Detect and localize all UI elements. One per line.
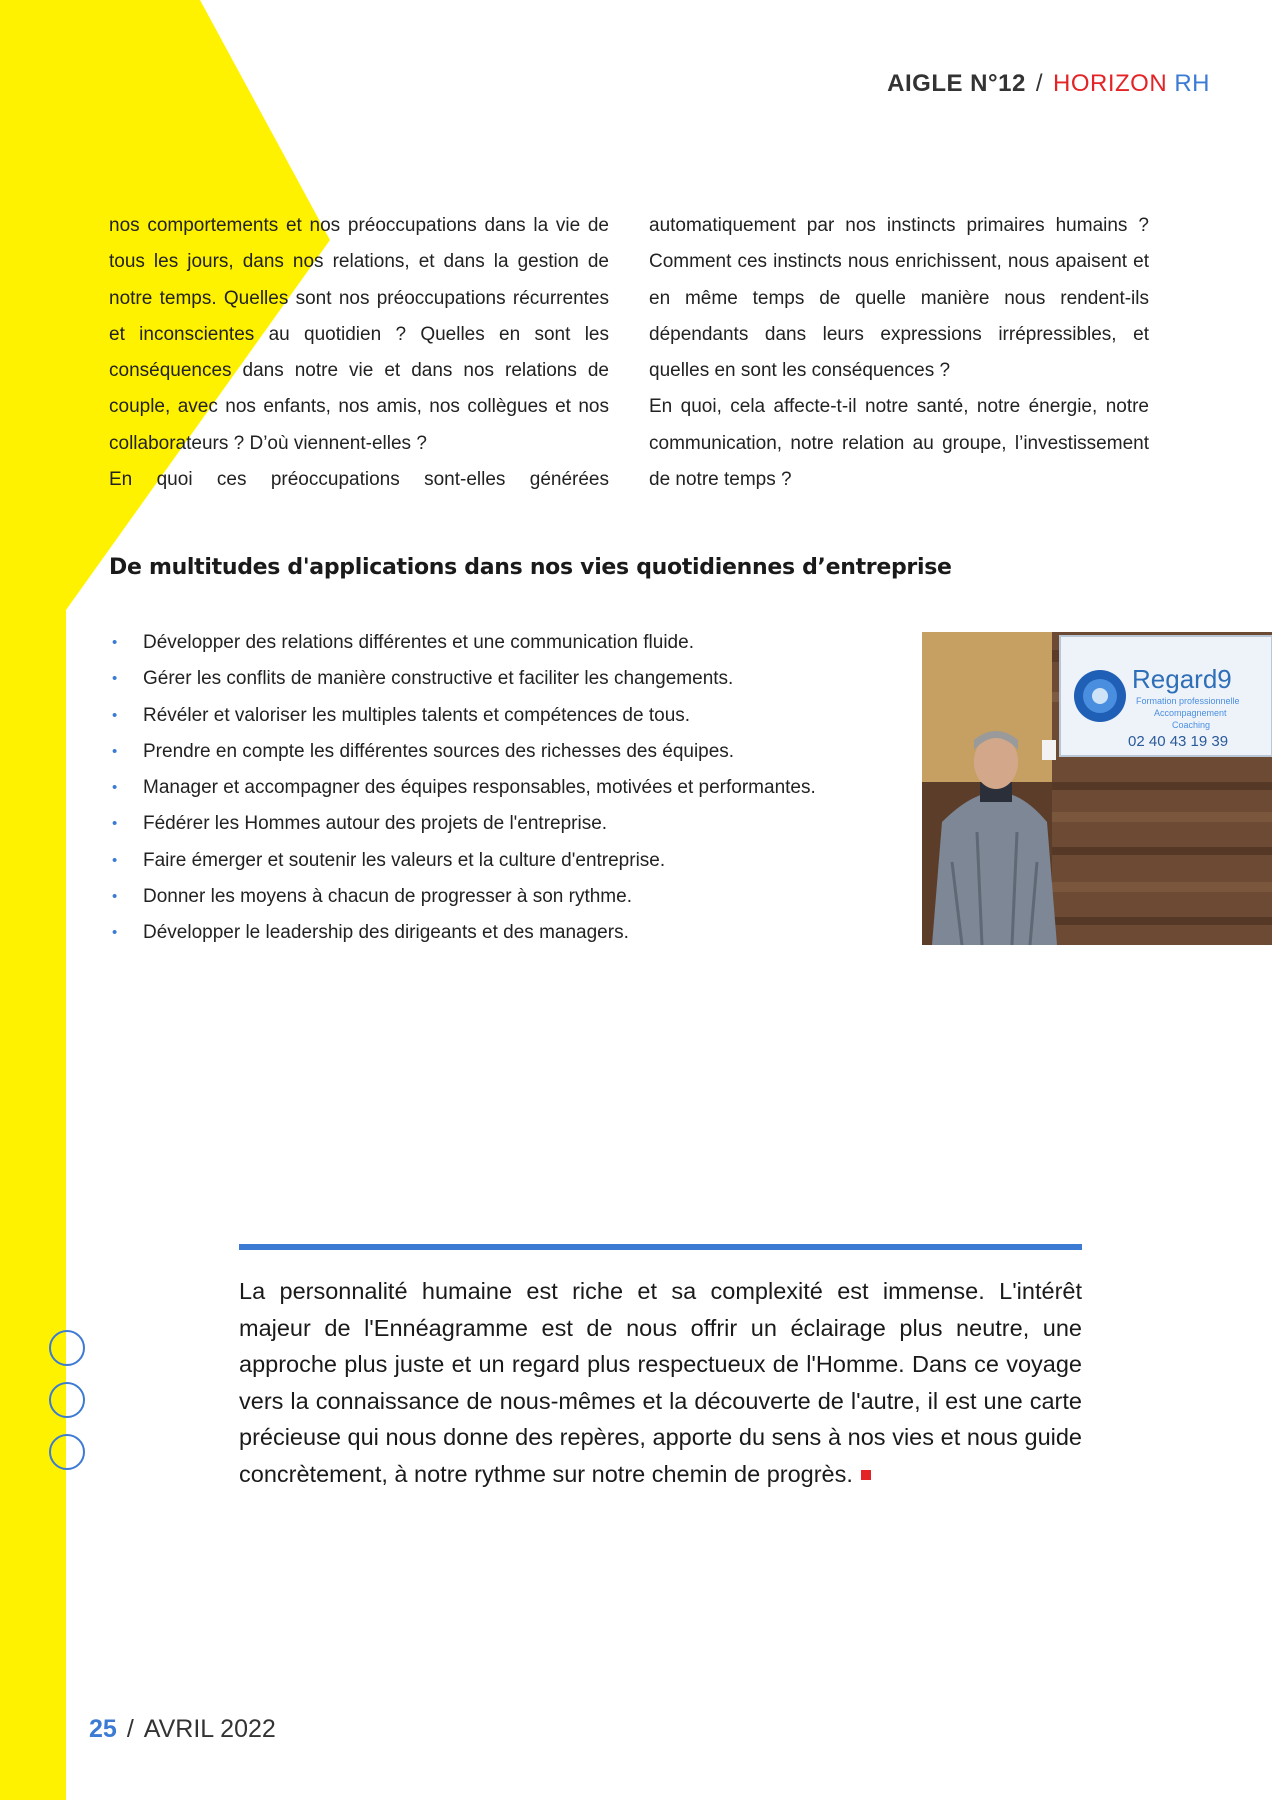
list-item-text: Manager et accompagner des équipes responsables, motivées et performantes. — [143, 777, 816, 799]
sign-line: Formation professionnelle — [1136, 696, 1240, 706]
page-footer — [89, 1715, 276, 1744]
sign-brand: Regard9 — [1132, 664, 1232, 694]
list-item-text: Développer des relations différentes et une communication fluide. — [143, 632, 694, 653]
page-number: 25 — [89, 1715, 117, 1743]
list-item — [110, 661, 816, 697]
bullet-icon: • — [112, 706, 118, 724]
bullet-icon: • — [112, 815, 118, 833]
list-item-text: Faire émerger et soutenir les valeurs et la culture d'entreprise. — [143, 849, 666, 871]
photo-illustration — [922, 632, 1272, 945]
list-item-text: Développer le leadership des dirigeants et des managers. — [143, 922, 629, 944]
issue-date: AVRIL 2022 — [143, 1715, 276, 1743]
section-name-rh: RH — [1174, 70, 1210, 97]
section-heading: De multitudes d'applications dans nos vies quotidiennes d’entreprise — [109, 555, 952, 580]
list-item-text: Révéler et valoriser les multiples talents et compétences de tous. — [143, 704, 691, 726]
list-item — [110, 843, 816, 879]
bullet-icon: • — [112, 888, 118, 906]
sign-phone: 02 40 43 19 39 — [1128, 733, 1229, 750]
list-item — [110, 734, 816, 770]
list-item-text: Donner les moyens à chacun de progresser à son rythme. — [143, 886, 632, 908]
paragraph: En quoi ces préoccupations sont-elles générées — [109, 469, 609, 491]
paragraph: automatiquement par nos instincts primaires humains ? Comment ces instincts nous enrichissent, nous apaisent et en même temps de quelle manière nous rendent-ils dépendants dans leurs expressions irrépressibles, et quelles en sont les conséquences ? — [649, 215, 1149, 382]
closing-quote — [239, 1273, 1082, 1492]
header-separator: / — [1035, 70, 1043, 97]
bullet-icon: • — [112, 779, 118, 797]
list-item-text: Gérer les conflits de manière constructive et faciliter les changements. — [143, 668, 734, 690]
list-item — [110, 806, 816, 842]
paragraph: En quoi, cela affecte-t-il notre santé, notre énergie, notre communication, notre relation au groupe, l’investissement de notre temps ? — [649, 396, 1149, 491]
bullet-icon: • — [112, 670, 118, 688]
quote-text: La personnalité humaine est riche et sa complexité est immense. L'intérêt majeur de l'Ennéagramme est de nous offrir un éclairage plus neutre, une approche plus juste et un regard plus respectueux de l'Homme. Dans ce voyage vers la connaissance de nous-mêmes et la découverte de l'autre, il est une carte précieuse qui nous donne des repères, apporte du sens à nos vies et nous guide concrètement, à notre rythme sur notre chemin de progrès. — [239, 1278, 1082, 1487]
list-item — [110, 698, 816, 734]
magazine-header — [887, 70, 1210, 98]
quote-divider — [239, 1244, 1082, 1250]
decorative-circle-icon — [49, 1382, 85, 1418]
bullet-icon: • — [112, 851, 118, 869]
section-name-horizon: HORIZON — [1052, 70, 1168, 97]
text-column-left — [109, 208, 609, 498]
list-item-text: Prendre en compte les différentes sources des richesses des équipes. — [143, 740, 735, 762]
sign-line: Coaching — [1172, 720, 1211, 730]
list-item — [110, 915, 816, 951]
list-item — [110, 879, 816, 915]
applications-list — [110, 625, 816, 952]
end-square-icon — [861, 1470, 871, 1480]
text-column-right — [649, 208, 1149, 498]
decorative-circle-icon — [49, 1330, 85, 1366]
decorative-circle-icon — [49, 1434, 85, 1470]
bullet-icon: • — [112, 634, 118, 651]
bullet-icon: • — [112, 924, 118, 942]
footer-separator: / — [126, 1715, 134, 1743]
list-item — [110, 625, 816, 661]
list-item — [110, 770, 816, 806]
photo-man-at-regard9-sign — [922, 632, 1272, 945]
paragraph: nos comportements et nos préoccupations dans la vie de tous les jours, dans nos relations, et dans la gestion de notre temps. Quelles sont nos préoccupations récurrentes et inconscientes au quotidien ? Quelles en sont les conséquences dans notre vie et dans nos relations de couple, avec nos enfants, nos amis, nos collègues et nos collaborateurs ? D’où viennent-elles ? — [109, 215, 609, 454]
issue-label: AIGLE N°12 — [887, 70, 1026, 97]
list-item-text: Fédérer les Hommes autour des projets de l'entreprise. — [143, 813, 608, 835]
bullet-icon: • — [112, 742, 118, 760]
sign-line: Accompagnement — [1154, 708, 1227, 718]
